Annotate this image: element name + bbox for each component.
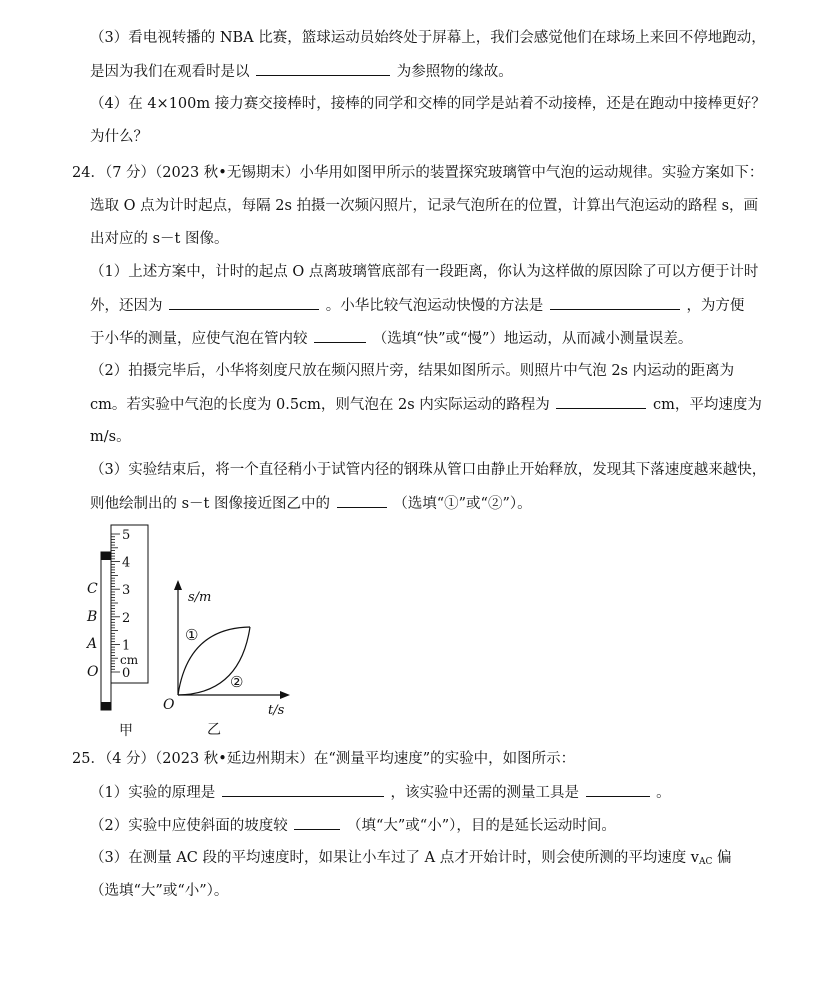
q24-part1-line2 <box>90 295 744 316</box>
ruler-tick-label: 1 <box>122 638 131 654</box>
q25-part1 <box>90 782 671 803</box>
caption-left: 甲 <box>119 723 133 739</box>
q24-part1-text-d: 于小华的测量，应使气泡在管内较 <box>90 331 308 347</box>
q24-part3-line2 <box>90 493 532 514</box>
ruler-tick-label: 2 <box>122 610 131 626</box>
ruler-tick-label: 4 <box>122 555 131 571</box>
q23-part3-line1: （3）看电视转播的 NBA 比赛，篮球运动员始终处于屏幕上，我们会感觉他们在球场上来回不停地跑动， <box>90 30 766 46</box>
glass-tube <box>101 552 111 710</box>
q24-part1-text-e: （选填“快”或“慢”）地运动，从而减小测量误差。 <box>372 331 693 347</box>
point-label-b: B <box>87 609 98 625</box>
curve-1-label: ① <box>185 626 199 644</box>
graph-y-label: s/m <box>188 590 212 605</box>
answer-blank[interactable] <box>556 394 646 409</box>
q24-part2-line2 <box>90 394 762 415</box>
q25-part2 <box>90 815 616 836</box>
answer-blank[interactable] <box>314 328 366 343</box>
answer-blank[interactable] <box>586 782 650 797</box>
curve-2-label: ② <box>230 673 244 691</box>
point-label-c: C <box>87 581 98 597</box>
q25-part1-text-b: ，该实验中还需的测量工具是 <box>390 785 579 801</box>
q24-part2-line1: （2）拍摄完毕后，小华将刻度尺放在频闪照片旁，结果如图所示。则照片中气泡 2s 内运动的距离为 <box>90 363 735 379</box>
q25-part2-text-b: （填“大”或“小”），目的是延长运动时间。 <box>346 818 616 834</box>
answer-blank[interactable] <box>169 295 319 310</box>
ruler-tick-label: 5 <box>122 528 131 543</box>
q24-line3: 出对应的 s－t 图像。 <box>90 231 229 247</box>
answer-blank[interactable] <box>294 815 340 830</box>
q24-part1-line1: （1）上述方案中，计时的起点 O 点离玻璃管底部有一段距离，你认为这样做的原因除了可以方便于计时 <box>90 264 759 280</box>
q23-part4-line2: 为什么？ <box>90 129 148 145</box>
q25-part2-text-a: （2）实验中应使斜面的坡度较 <box>90 818 288 834</box>
q23-part3-text-b: 为参照物的缘故。 <box>396 64 513 80</box>
q24-heading: 24．（7 分）（2023 秋•无锡期末）小华用如图甲所示的装置探究玻璃管中气泡的运动规律。实验方案如下： <box>72 165 764 181</box>
q24-part1-line3 <box>90 328 692 349</box>
q25-part3-text-a: （3）在测量 AC 段的平均速度时，如果让小车过了 A 点才开始计时，则会使所测的平均速度 v <box>90 850 699 866</box>
answer-blank[interactable] <box>222 782 384 797</box>
q24-part3-text-b: （选填“①”或“②”）。 <box>393 496 532 512</box>
q24-part3-text-a: 则他绘制出的 s－t 图像接近图乙中的 <box>90 496 330 512</box>
q24-part2-text-b: cm，平均速度为 <box>653 397 762 413</box>
velocity-subscript: AC <box>699 857 713 867</box>
experiment-figure <box>80 520 310 745</box>
graph-origin-label: O <box>163 697 175 713</box>
q25-part3-text-b: 偏 <box>717 850 732 866</box>
answer-blank[interactable] <box>550 295 680 310</box>
answer-blank[interactable] <box>256 61 390 76</box>
q23-part3-line2 <box>90 61 513 82</box>
q24-line2: 选取 O 点为计时起点，每隔 2s 拍摄一次频闪照片，记录气泡所在的位置，计算出气泡运动的路程 s，画 <box>90 198 759 214</box>
q25-heading: 25．（4 分）（2023 秋•延边州期末）在“测量平均速度”的实验中，如图所示： <box>72 751 576 767</box>
point-label-o: O <box>87 664 99 680</box>
q24-part1-text-c: ，为方便 <box>686 298 745 314</box>
q23-part3-text-a: 是因为我们在观看时是以 <box>90 64 250 80</box>
q24-part3-line1: （3）实验结束后，将一个直径稍小于试管内径的钢珠从管口由静止开始释放，发现其下落速度越来越快， <box>90 462 767 478</box>
q25-part3-line1 <box>90 848 732 872</box>
q24-part2-line3: m/s。 <box>90 429 131 445</box>
answer-blank[interactable] <box>337 493 387 508</box>
q25-part3-line2: （选填“大”或“小”）。 <box>90 883 229 899</box>
ruler-tick-label: 0 <box>122 666 131 681</box>
ruler-unit-label: cm <box>120 653 139 667</box>
q24-part1-text-a: 外，还因为 <box>90 298 163 314</box>
ruler-tick-label: 3 <box>122 583 131 599</box>
q24-part2-text-a: cm。若实验中气泡的长度为 0.5cm，则气泡在 2s 内实际运动的路程为 <box>90 397 550 413</box>
q25-part1-text-a: （1）实验的原理是 <box>90 785 216 801</box>
point-label-a: A <box>87 636 98 652</box>
q25-part1-text-c: 。 <box>656 785 671 801</box>
caption-right: 乙 <box>207 722 221 738</box>
q24-part1-text-b: 。小华比较气泡运动快慢的方法是 <box>325 298 544 314</box>
q23-part4-line1: （4）在 4×100m 接力赛交接棒时，接棒的同学和交棒的同学是站着不动接棒，还是在跑动中接棒更好？ <box>90 96 766 112</box>
graph-x-label: t/s <box>268 703 285 718</box>
